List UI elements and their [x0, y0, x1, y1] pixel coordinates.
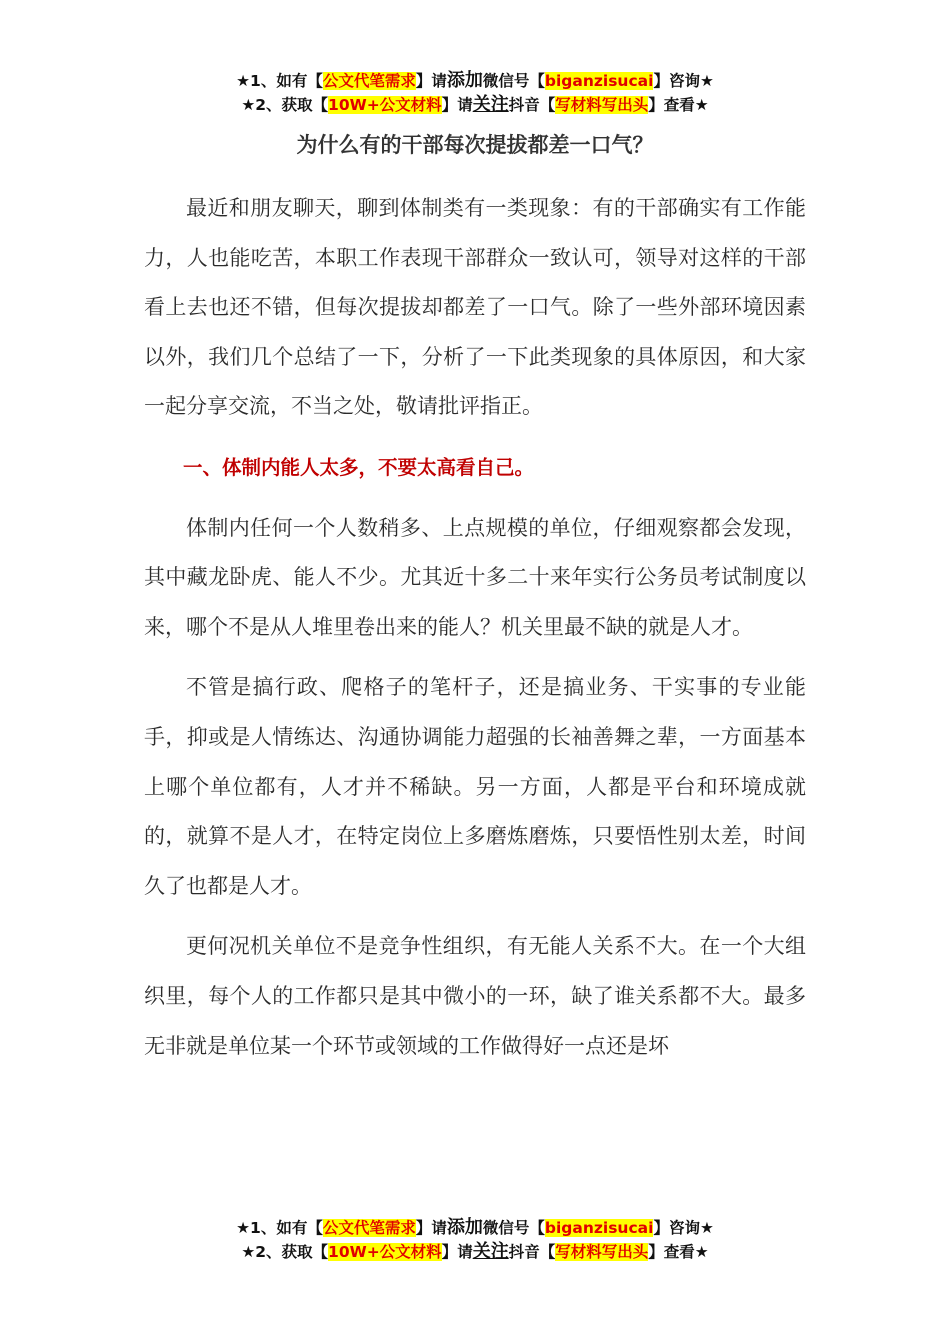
banner-emphasis: 关注: [472, 1241, 509, 1262]
banner-emphasis: 关注: [472, 94, 509, 115]
banner-highlight: 10W+公文材料: [328, 1243, 442, 1261]
banner-text: 1、如有【: [250, 72, 323, 90]
star-icon: ★: [241, 1243, 256, 1261]
banner-text: 】查看: [648, 1243, 695, 1261]
banner-highlight: 公文代笔需求: [322, 72, 416, 90]
article-title: 为什么有的干部每次提拔都差一口气？: [296, 133, 654, 157]
header-banner: [0, 69, 950, 117]
banner-highlight: 10W+公文材料: [328, 96, 442, 114]
star-icon: ★: [694, 1243, 709, 1261]
banner-text: 】请: [415, 1219, 447, 1237]
article-body: [144, 184, 806, 1082]
banner-text: 】查看: [648, 96, 695, 114]
banner-highlight: 写材料写出头: [555, 96, 649, 114]
star-icon: ★: [241, 96, 256, 114]
paragraph: 更何况机关单位不是竞争性组织，有无能人关系不大。在一个大组织里，每个人的工作都只是其中微小的一环，缺了谁关系都不大。最多无非就是单位某一个环节或领域的工作做得好一点还是坏: [144, 934, 806, 1058]
banner-text: 微信号【: [482, 1219, 545, 1237]
banner-text: 抖音【: [508, 96, 556, 114]
star-icon: ★: [699, 1219, 714, 1237]
banner-text: 抖音【: [508, 1243, 556, 1261]
banner-line-2: [0, 93, 950, 117]
star-icon: ★: [236, 1219, 251, 1237]
paragraph: 不管是搞行政、爬格子的笔杆子，还是搞业务、干实事的专业能手，抑或是人情练达、沟通协调能力超强的长袖善舞之辈，一方面基本上哪个单位都有，人才并不稀缺。另一方面，人都是平台和环境成就的，就算不是人才，在特定岗位上多磨炼磨炼，只要悟性别太差，时间久了也都是人才。: [144, 675, 806, 898]
banner-line-1: [0, 69, 950, 93]
banner-highlight: biganzisucai: [544, 72, 654, 90]
banner-line-2: [0, 1240, 950, 1264]
banner-text: 2、获取【: [255, 96, 329, 114]
star-icon: ★: [694, 96, 709, 114]
banner-text: 】请: [415, 72, 447, 90]
banner-highlight: biganzisucai: [544, 1219, 654, 1237]
banner-text: 】咨询: [653, 72, 700, 90]
banner-line-1: [0, 1216, 950, 1240]
banner-text: 2、获取【: [255, 1243, 329, 1261]
paragraph: 体制内任何一个人数稍多、上点规模的单位，仔细观察都会发现，其中藏龙卧虎、能人不少。尤其近十多二十来年实行公务员考试制度以来，哪个不是从人堆里卷出来的能人？机关里最不缺的就是人才。: [144, 515, 806, 639]
star-icon: ★: [236, 72, 251, 90]
banner-text: 1、如有【: [250, 1219, 323, 1237]
banner-emphasis: 添加: [446, 70, 483, 91]
banner-text: 】咨询: [653, 1219, 700, 1237]
banner-text: 】请: [441, 96, 473, 114]
banner-text: 微信号【: [482, 72, 545, 90]
banner-highlight: 写材料写出头: [555, 1243, 649, 1261]
star-icon: ★: [699, 72, 714, 90]
footer-banner: [0, 1216, 950, 1264]
banner-text: 】请: [441, 1243, 473, 1261]
banner-emphasis: 添加: [446, 1217, 483, 1238]
banner-highlight: 公文代笔需求: [322, 1219, 416, 1237]
section-heading-1: 一、体制内能人太多，不要太高看自己。: [183, 455, 535, 479]
paragraph-intro: 最近和朋友聊天，聊到体制类有一类现象：有的干部确实有工作能力，人也能吃苦，本职工作表现干部群众一致认可，领导对这样的干部看上去也还不错，但每次提拔却都差了一口气。除了一些外部环境因素以外，我们几个总结了一下，分析了一下此类现象的具体原因，和大家一起分享交流，不当之处，敬请批评指正。: [144, 196, 806, 419]
